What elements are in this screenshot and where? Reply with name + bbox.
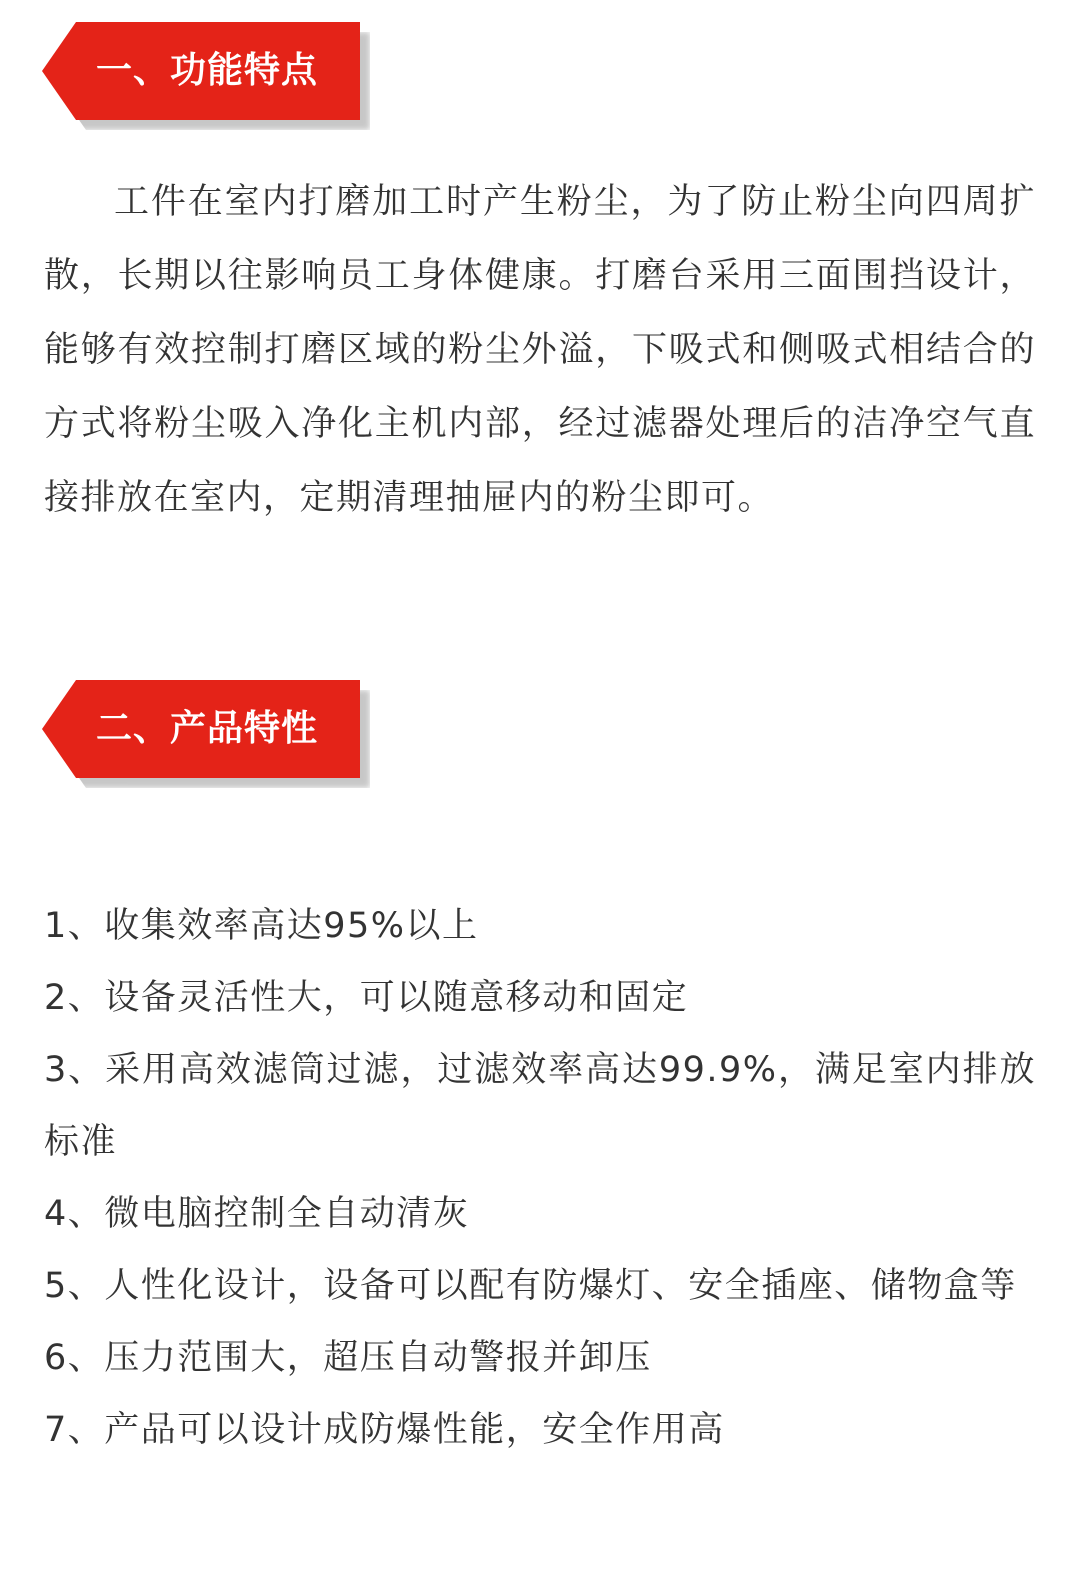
feature-item: 6、压力范围大，超压自动警报并卸压 (44, 1338, 652, 1378)
feature-item: 4、微电脑控制全自动清灰 (44, 1194, 470, 1234)
feature-item: 2、设备灵活性大，可以随意移动和固定 (44, 978, 689, 1018)
section-2-title: 二、产品特性 (96, 708, 319, 749)
section-1-banner (42, 22, 360, 120)
function-description-paragraph: 工件在室内打磨加工时产生粉尘，为了防止粉尘向四周扩散，长期以往影响员工身体健康。打磨台采用三面围挡设计，能够有效控制打磨区域的粉尘外溢，下吸式和侧吸式相结合的方式将粉尘吸入净化主机内部，经过滤器处理后的洁净空气直接排放在室内，定期清理抽屉内的粉尘即可。 (44, 182, 1036, 518)
feature-item: 5、人性化设计，设备可以配有防爆灯、安全插座、储物盒等 (44, 1266, 1017, 1306)
feature-item: 3、采用高效滤筒过滤，过滤效率高达99.9%，满足室内排放标准 (44, 1050, 1036, 1162)
feature-item: 1、收集效率高达95%以上 (44, 906, 479, 946)
section-1-title: 一、功能特点 (96, 50, 319, 91)
feature-item: 7、产品可以设计成防爆性能，安全作用高 (44, 1410, 725, 1450)
product-features-list (44, 890, 1036, 1466)
section-2-banner (42, 680, 360, 778)
